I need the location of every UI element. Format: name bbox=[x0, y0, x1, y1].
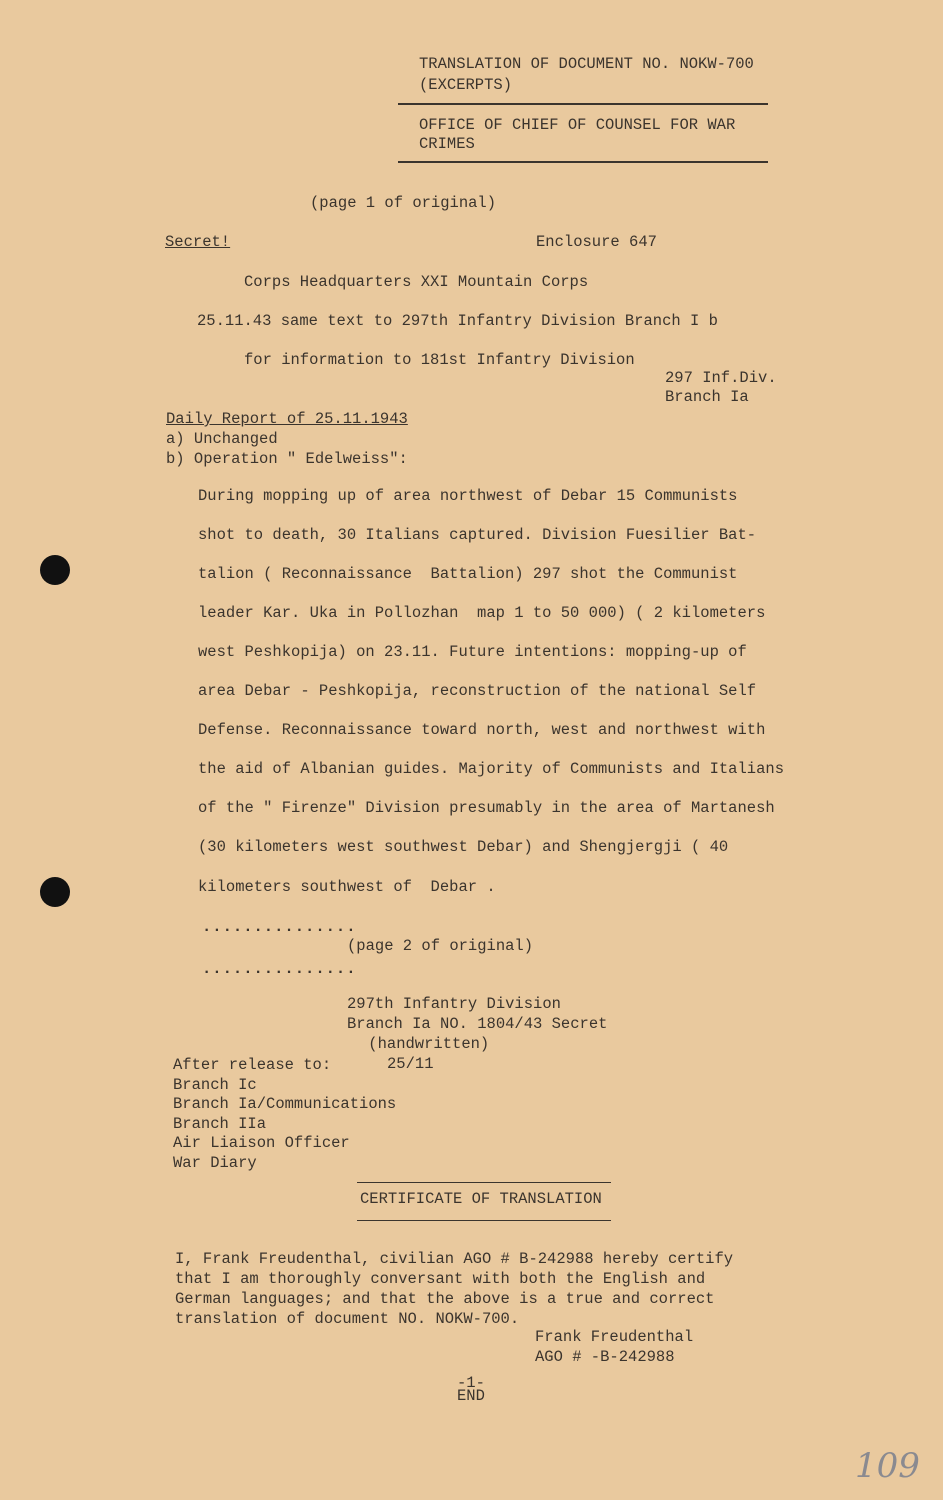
body-line: leader Kar. Uka in Pollozhan map 1 to 50 000) ( 2 kilometers bbox=[198, 604, 766, 622]
signer-name: Frank Freudenthal bbox=[535, 1328, 694, 1346]
body-line: area Debar - Peshkopija, reconstruction of the national Self bbox=[198, 682, 757, 700]
divider bbox=[357, 1220, 611, 1221]
distribution-item: Air Liaison Officer bbox=[173, 1134, 350, 1152]
report-item: a) Unchanged bbox=[166, 430, 278, 448]
signature-line: (handwritten) bbox=[359, 1035, 490, 1053]
sender: Branch Ia bbox=[665, 388, 749, 406]
certificate-line: I, Frank Freudenthal, civilian AGO # B-242988 hereby certify bbox=[175, 1250, 734, 1268]
divider bbox=[357, 1182, 611, 1183]
body-line: the aid of Albanian guides. Majority of Communists and Italians bbox=[198, 760, 784, 778]
release-date: 25/11 bbox=[387, 1055, 434, 1073]
distribution-item: Branch IIa bbox=[173, 1115, 267, 1133]
certificate-line: German languages; and that the above is a true and correct bbox=[175, 1290, 715, 1308]
certificate-line: that I am thoroughly conversant with both the English and bbox=[175, 1270, 706, 1288]
distribution-item: War Diary bbox=[173, 1154, 257, 1172]
report-item: b) Operation " Edelweiss": bbox=[166, 450, 408, 468]
doc-title: TRANSLATION OF DOCUMENT NO. NOKW-700 bbox=[419, 55, 754, 73]
classification: Secret! bbox=[165, 233, 231, 251]
body-line: (30 kilometers west southwest Debar) and Shengjergji ( 40 bbox=[198, 838, 729, 856]
dotted-separator: ............... bbox=[202, 960, 357, 978]
body-line: talion ( Reconnaissance Battalion) 297 shot the Communist bbox=[198, 565, 738, 583]
punch-hole bbox=[40, 555, 70, 585]
routing-line: for information to 181st Infantry Division bbox=[244, 351, 635, 369]
certificate-title: CERTIFICATE OF TRANSLATION bbox=[360, 1190, 602, 1208]
certificate-line: translation of document NO. NOKW-700. bbox=[175, 1310, 520, 1328]
dotted-separator: ............... bbox=[202, 918, 357, 936]
body-line: of the " Firenze" Division presumably in the area of Martanesh bbox=[198, 799, 775, 817]
distribution-item: Branch Ic bbox=[173, 1076, 257, 1094]
page-number: -1- bbox=[457, 1374, 485, 1392]
release-label: After release to: bbox=[173, 1056, 332, 1074]
enclosure: Enclosure 647 bbox=[536, 233, 657, 251]
end-mark: END bbox=[457, 1387, 485, 1405]
sender: 297 Inf.Div. bbox=[665, 369, 777, 387]
office-line: OFFICE OF CHIEF OF COUNSEL FOR WAR bbox=[419, 116, 736, 134]
signature-line: 297th Infantry Division bbox=[347, 995, 561, 1013]
punch-hole bbox=[40, 877, 70, 907]
body-line: west Peshkopija) on 23.11. Future intentions: mopping-up of bbox=[198, 643, 747, 661]
body-line: During mopping up of area northwest of Debar 15 Communists bbox=[198, 487, 738, 505]
signer-ago: AGO # -B-242988 bbox=[535, 1348, 675, 1366]
divider bbox=[398, 103, 768, 105]
divider bbox=[398, 161, 768, 163]
handwritten-page-number: 109 bbox=[855, 1446, 920, 1486]
routing-line: 25.11.43 same text to 297th Infantry Division Branch I b bbox=[197, 312, 718, 330]
body-line: shot to death, 30 Italians captured. Division Fuesilier Bat- bbox=[198, 526, 757, 544]
office-line: CRIMES bbox=[419, 135, 475, 153]
page-marker: (page 2 of original) bbox=[347, 937, 534, 955]
signature-line: Branch Ia NO. 1804/43 Secret bbox=[347, 1015, 608, 1033]
report-title: Daily Report of 25.11.1943 bbox=[166, 410, 408, 428]
distribution-item: Branch Ia/Communications bbox=[173, 1095, 397, 1113]
doc-subtitle: (EXCERPTS) bbox=[419, 76, 513, 94]
page-marker: (page 1 of original) bbox=[310, 194, 497, 212]
body-line: Defense. Reconnaissance toward north, west and northwest with bbox=[198, 721, 766, 739]
routing-line: Corps Headquarters XXI Mountain Corps bbox=[244, 273, 589, 291]
body-line: kilometers southwest of Debar . bbox=[198, 878, 496, 896]
